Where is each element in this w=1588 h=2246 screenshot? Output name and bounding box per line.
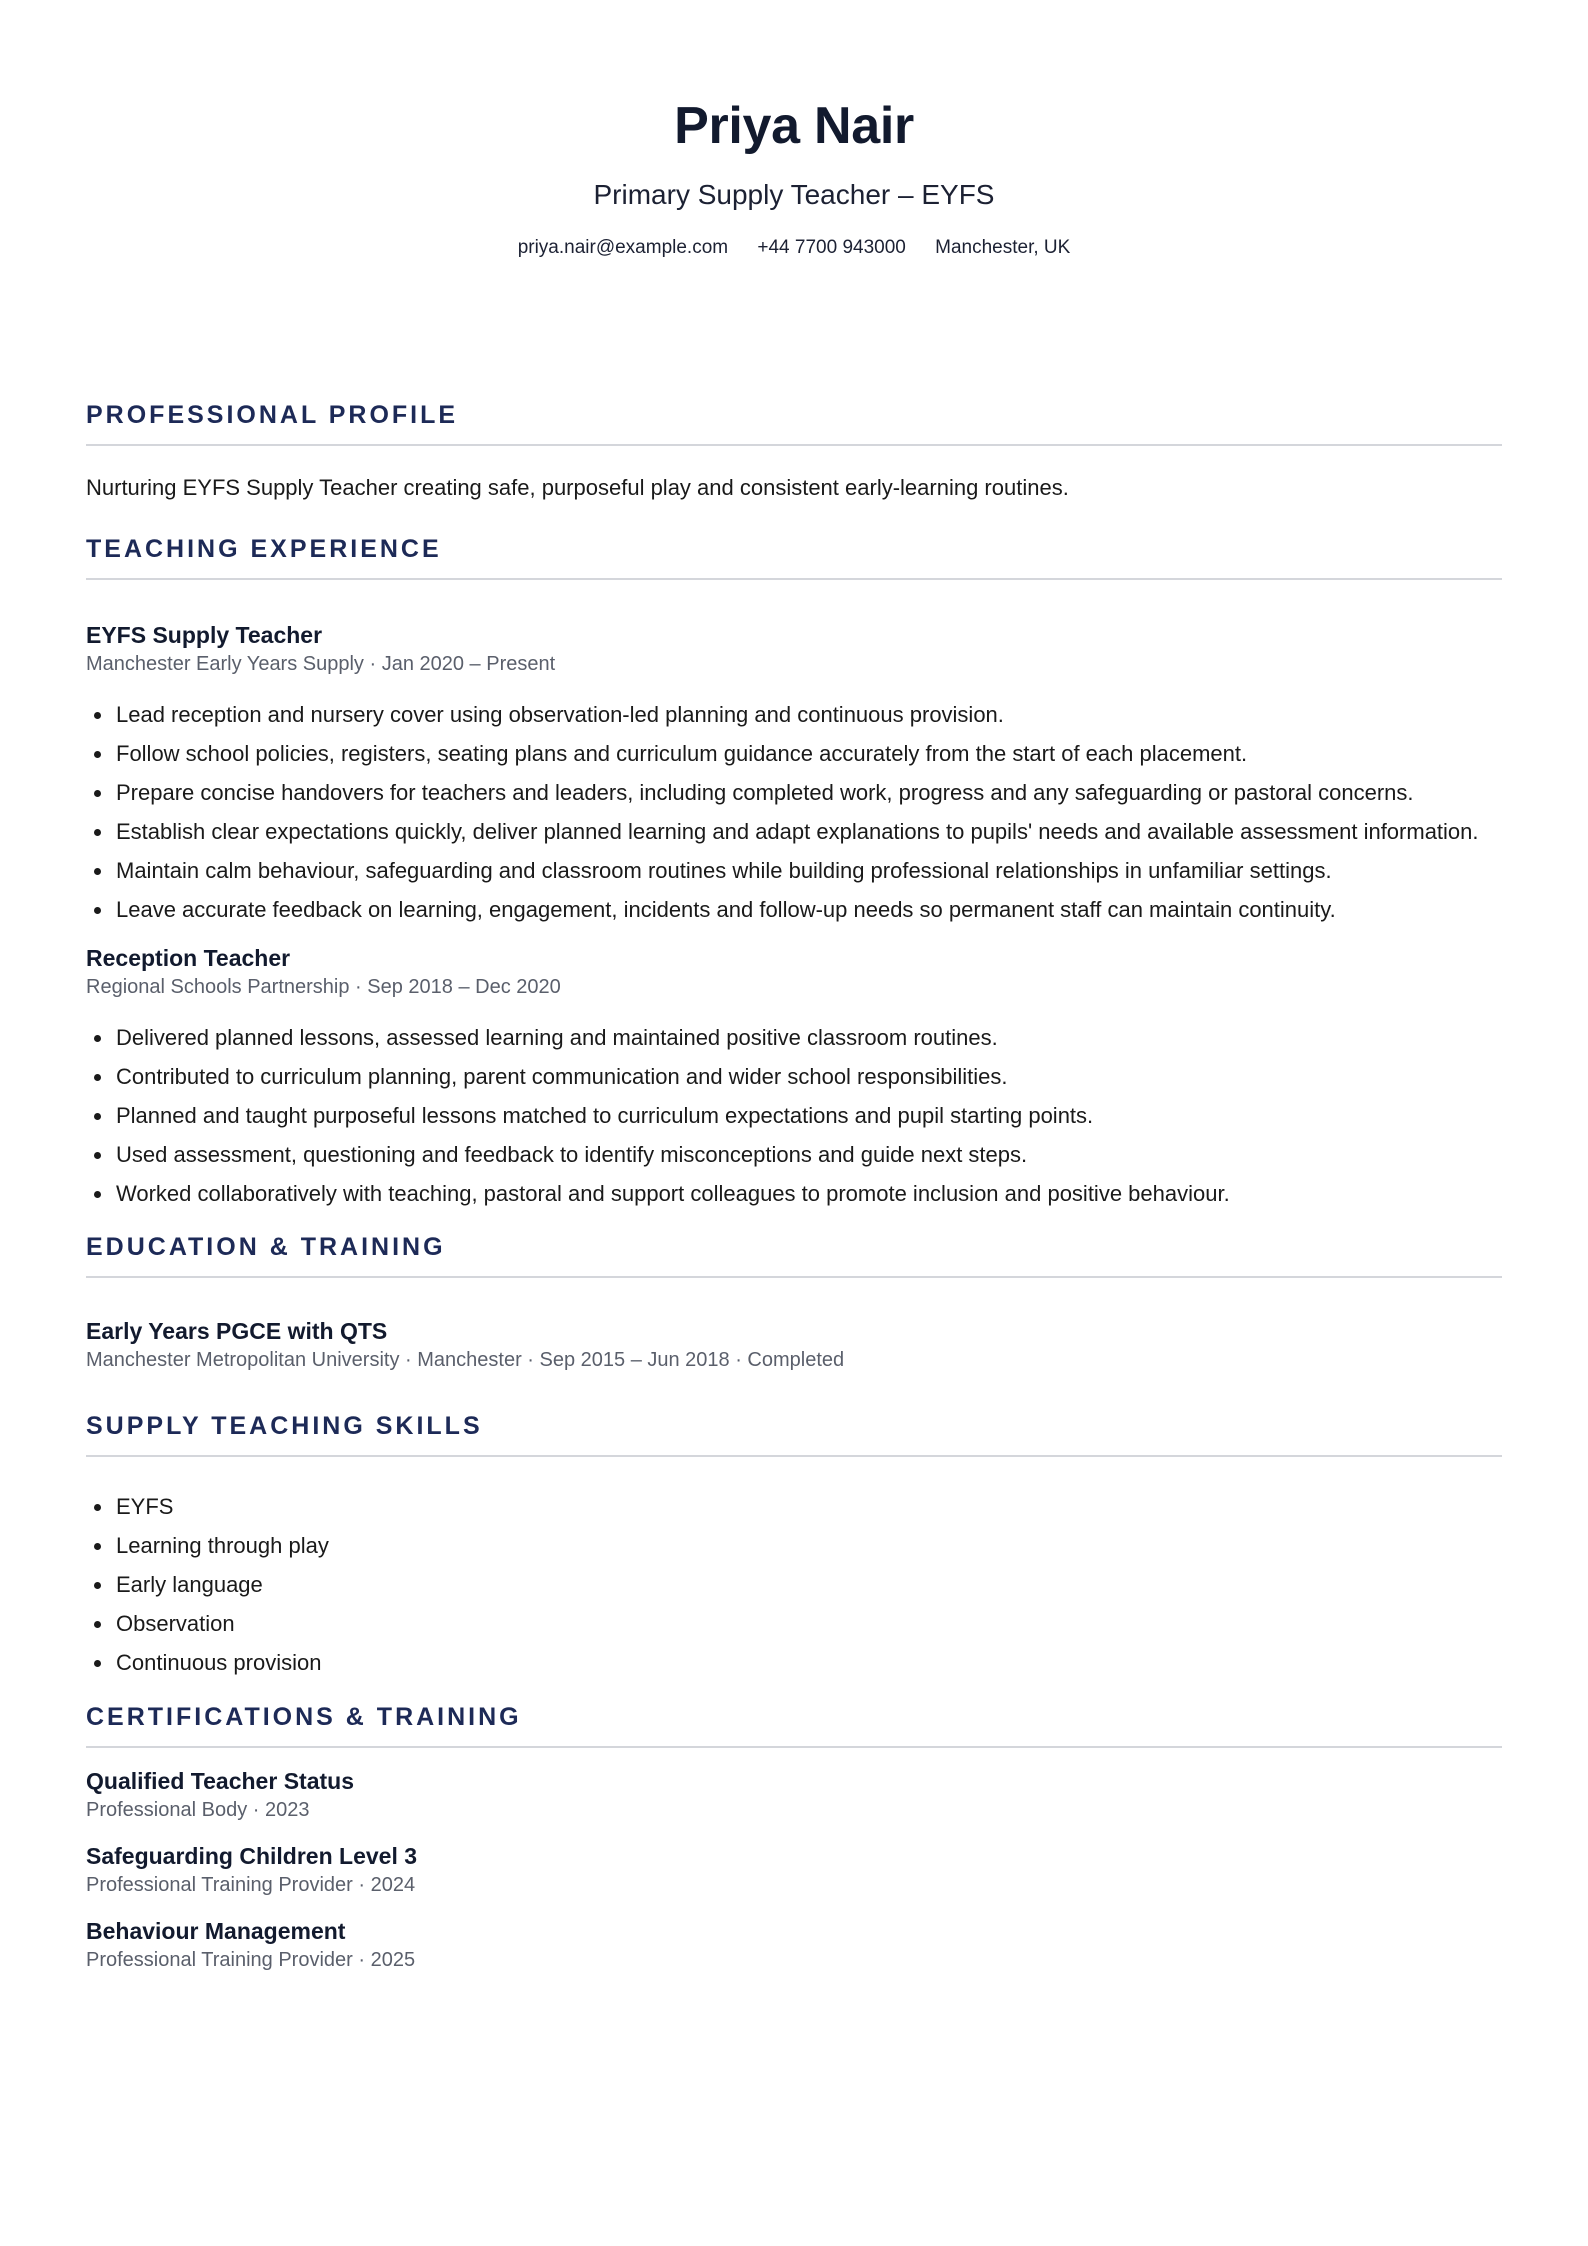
contact-line (86, 235, 1502, 261)
section-divider (86, 1746, 1502, 1748)
section-heading: PROFESSIONAL PROFILE (86, 401, 459, 429)
cert-entry (86, 1841, 1502, 1899)
list-item: Leave accurate feedback on learning, engagement, incidents and follow-up needs so permanent staff can maintain continuity. (116, 894, 1502, 925)
section-divider (86, 1276, 1502, 1278)
cert-meta: Professional Training Provider · 2024 (86, 1874, 416, 1896)
list-item: Early language (116, 1569, 1502, 1600)
cert-meta: Professional Training Provider · 2025 (86, 1949, 416, 1971)
section-heading: CERTIFICATIONS & TRAINING (86, 1703, 522, 1731)
list-item: Follow school policies, registers, seating plans and curriculum guidance accurately from the start of each placement. (116, 738, 1502, 769)
resume-header (86, 0, 1502, 261)
contact-email[interactable]: priya.nair@example.com (517, 237, 729, 258)
skills-section (86, 1410, 1502, 1678)
list-item: Delivered planned lessons, assessed learning and maintained positive classroom routines. (116, 1022, 1502, 1053)
list-item: EYFS (116, 1491, 1502, 1522)
cert-title: Safeguarding Children Level 3 (86, 1843, 418, 1869)
list-item: Contributed to curriculum planning, parent communication and wider school responsibilities. (116, 1061, 1502, 1092)
list-item: Used assessment, questioning and feedback to identify misconceptions and guide next steps. (116, 1139, 1502, 1170)
list-item: Maintain calm behaviour, safeguarding and classroom routines while building professional relationships in unfamiliar settings. (116, 855, 1502, 886)
candidate-title: Primary Supply Teacher – EYFS (593, 179, 995, 210)
education-entry (86, 1316, 1502, 1374)
cert-entry (86, 1916, 1502, 1974)
experience-section (86, 533, 1502, 1209)
education-section (86, 1231, 1502, 1374)
certifications-section (86, 1701, 1502, 1974)
job-meta: Manchester Early Years Supply · Jan 2020 – Present (86, 653, 556, 675)
cert-meta: Professional Body · 2023 (86, 1799, 310, 1821)
contact-phone[interactable]: +44 7700 943000 (757, 237, 906, 258)
list-item: Continuous provision (116, 1647, 1502, 1678)
degree-meta: Manchester Metropolitan University · Manchester · Sep 2015 – Jun 2018 · Completed (86, 1349, 845, 1371)
cert-entry (86, 1766, 1502, 1824)
candidate-name: Priya Nair (674, 97, 914, 155)
list-item: Learning through play (116, 1530, 1502, 1561)
list-item: Lead reception and nursery cover using observation-led planning and continuous provision. (116, 699, 1502, 730)
list-item: Prepare concise handovers for teachers and leaders, including completed work, progress and any safeguarding or pastoral concerns. (116, 777, 1502, 808)
list-item: Planned and taught purposeful lessons matched to curriculum expectations and pupil starting points. (116, 1100, 1502, 1131)
list-item: Worked collaboratively with teaching, pastoral and support colleagues to promote inclusion and positive behaviour. (116, 1178, 1502, 1209)
contact-location: Manchester, UK (935, 237, 1071, 258)
section-divider (86, 578, 1502, 580)
job-entry (86, 943, 1502, 1209)
skills-list (86, 1491, 1502, 1678)
job-title: Reception Teacher (86, 945, 291, 971)
section-heading: SUPPLY TEACHING SKILLS (86, 1412, 483, 1440)
job-bullets (86, 699, 1502, 925)
section-heading: EDUCATION & TRAINING (86, 1233, 446, 1261)
section-heading: TEACHING EXPERIENCE (86, 535, 442, 563)
job-meta: Regional Schools Partnership · Sep 2018 – Dec 2020 (86, 976, 561, 998)
job-bullets (86, 1022, 1502, 1209)
profile-section (86, 399, 1502, 503)
cert-title: Qualified Teacher Status (86, 1768, 354, 1794)
section-divider (86, 1455, 1502, 1457)
degree-title: Early Years PGCE with QTS (86, 1318, 388, 1344)
cert-title: Behaviour Management (86, 1918, 346, 1944)
section-divider (86, 444, 1502, 446)
list-item: Observation (116, 1608, 1502, 1639)
job-entry (86, 620, 1502, 925)
profile-summary: Nurturing EYFS Supply Teacher creating safe, purposeful play and consistent early-learning routines. (86, 475, 1069, 500)
job-title: EYFS Supply Teacher (86, 622, 323, 648)
list-item: Establish clear expectations quickly, deliver planned learning and adapt explanations to pupils' needs and available assessment information. (116, 816, 1502, 847)
